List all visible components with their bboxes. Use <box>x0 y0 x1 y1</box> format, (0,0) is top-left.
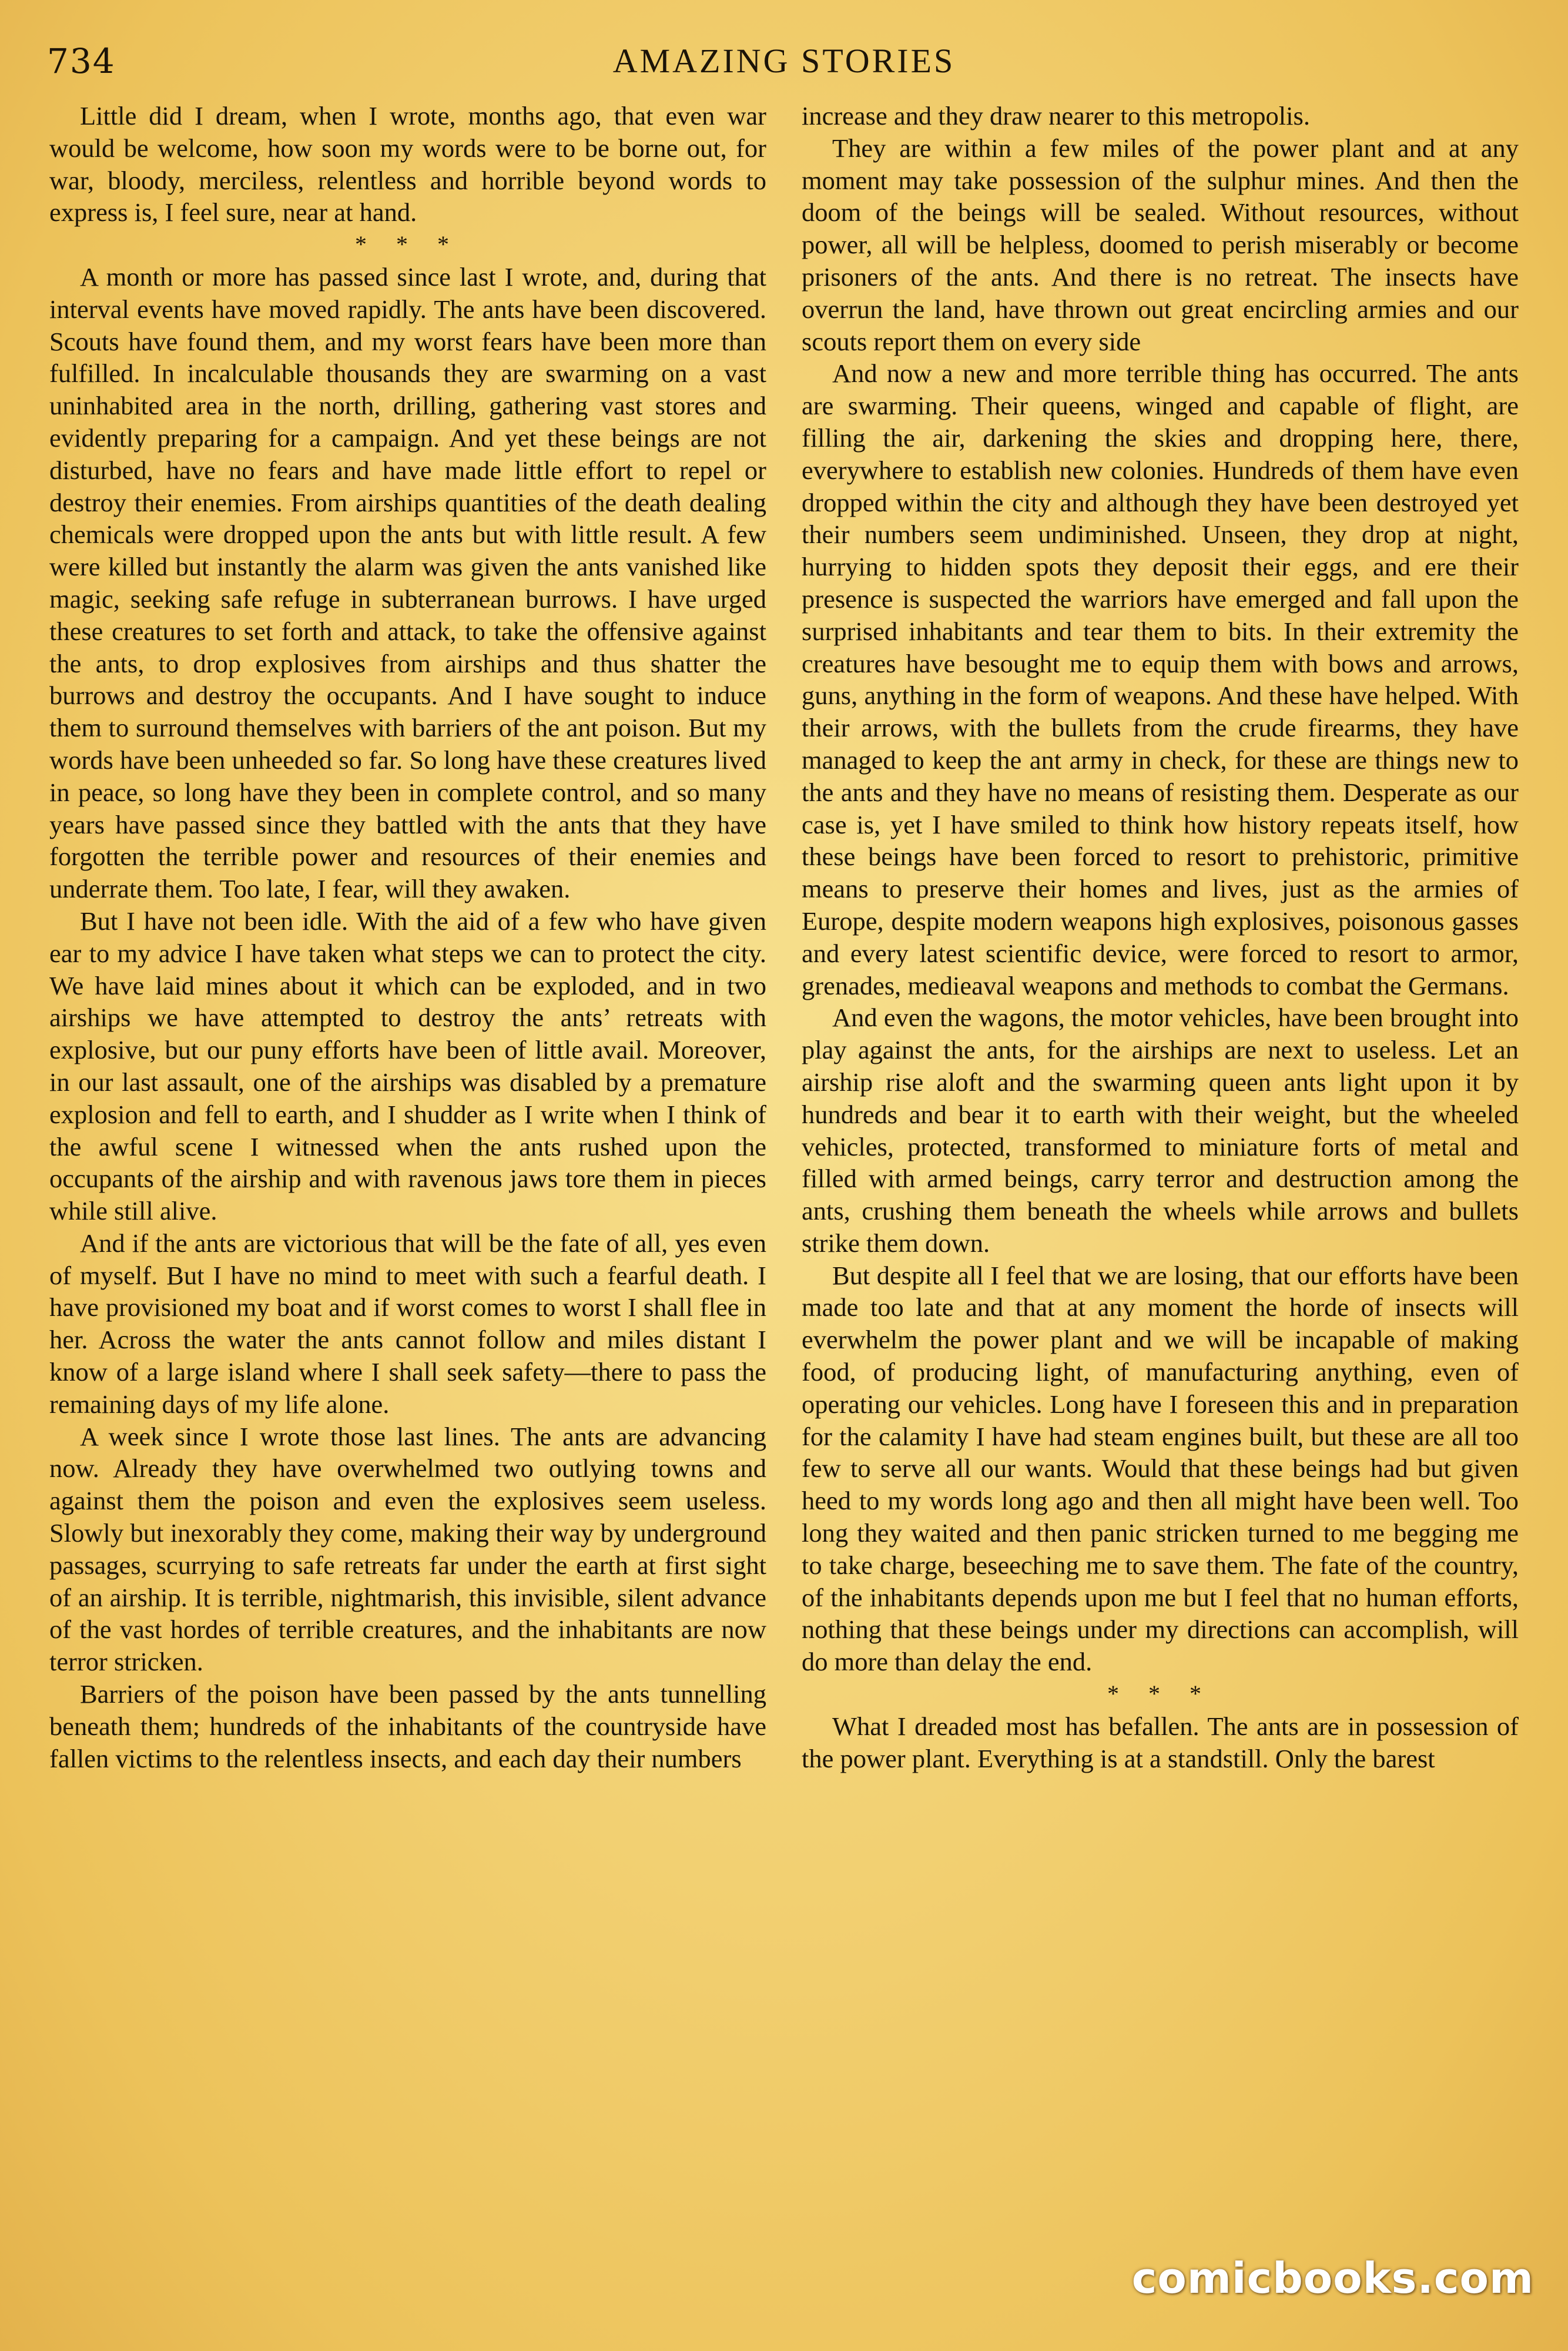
section-separator: * * * <box>1107 1680 1213 1707</box>
magazine-title: AMAZING STORIES <box>612 42 956 80</box>
paragraph: Little did I dream, when I wrote, months ago, that even war would be welcome, how soon my words were to be borne out, for war, bloody, merciless, relentless and horrible beyond words to express is, I feel sure, near at hand. <box>49 101 766 227</box>
paragraph: They are within a few miles of the power plant and at any moment may take possession of the sulphur mines. And then the doom of the beings will be sealed. Without resources, without power, all will be helpless, doomed to perish miserably or become prisoners of the ants. And there is no retreat. The insects have overrun the land, have thrown out great encircling armies and our scouts report them on every side <box>802 133 1519 356</box>
paragraph: And now a new and more terrible thing has occurred. The ants are swarming. Their queens, winged and capable of flight, are filling the air, darkening the skies and dropping here, there, everywhere to establish new colonies. Hundreds of them have even dropped within the city and although they have been destroyed yet their numbers seem undiminished. Unseen, they drop at night, hurrying to hidden spots they deposit their eggs, and ere their presence is suspected the warriors have emerged and fall upon the surprised inhabitants and tear them to bits. In their extremity the creatures have besought me to equip them with bows and arrows, guns, anything in the form of weapons. And these have helped. With their arrows, with the bullets from the crude firearms, they have managed to keep the ant army in check, for these are things new to the ants and they have no means of resisting them. Desperate as our case is, yet I have smiled to think how history repeats itself, how these beings have been forced to resort to prehistoric, primitive means to preserve their homes and lives, just as the armies of Europe, despite modern weapons high explosives, poisonous gasses and every latest scientific device, were forced to resort to armor, grenades, medieaval weapons and methods to combat the Germans. <box>802 359 1519 1000</box>
section-separator: * * * <box>355 231 461 258</box>
watermark-logo: comicbooks.com <box>1131 2253 1534 2303</box>
paragraph: A week since I wrote those last lines. The ants are advancing now. Already they have overwhelmed two outlying towns and against them the poison and even the explosives seem useless. Slowly but inexorably they come, making their way by underground passages, scurrying to safe retreats far under the earth at first sight of an airship. It is terrible, nightmarish, this invisible, silent advance of the vast hordes of terrible creatures, and the inhabitants are now terror stricken. <box>49 1421 766 1677</box>
right-column <box>802 100 1519 2310</box>
paragraph: A month or more has passed since last I wrote, and, during that interval events have moved rapidly. The ants have been discovered. Scouts have found them, and my worst fears have been more than fulfilled. In incalculable thousands they are swarming on a vast uninhabited area in the north, drilling, gathering vast stores and evidently preparing for a campaign. And yet these beings are not disturbed, have no fears and have made little effort to repel or destroy their enemies. From airships quantities of the death dealing chemicals were dropped upon the ants but with little result. A few were killed but instantly the alarm was given the ants vanished like magic, seeking safe refuge in subterranean burrows. I have urged these creatures to set forth and attack, to take the offensive against the ants, to drop explosives from airships and thus shatter the burrows and destroy the occupants. And I have sought to induce them to surround themselves with barriers of the ant poison. But my words have been unheeded so far. So long have these creatures lived in peace, so long have they been in complete control, and so many years have passed since they battled with the ants that they have forgotten the terrible power and resources of their enemies and underrate them. Too late, I fear, will they awaken. <box>49 262 766 904</box>
page-number: 734 <box>47 41 116 81</box>
paragraph: increase and they draw nearer to this metropolis. <box>802 101 1310 130</box>
left-column <box>49 100 766 2310</box>
paragraph: Barriers of the poison have been passed by the ants tunnelling beneath them; hundreds of the inhabitants of the countryside have fallen victims to the relentless insects, and each day their numbers <box>49 1679 766 1773</box>
paragraph: But I have not been idle. With the aid of a few who have given ear to my advice I have taken what steps we can to protect the city. We have laid mines about it which can be exploded, and in two airships we have attempted to destroy the ants’ retreats with explosive, but our puny efforts have been of little avail. Moreover, in our last assault, one of the airships was disabled by a premature explosion and fell to earth, and I shudder as I write when I think of the awful scene I witnessed when the ants rushed upon the occupants of the airship and with ravenous jaws tore them in pieces while still alive. <box>49 906 766 1226</box>
paragraph: And if the ants are victorious that will be the fate of all, yes even of myself. But I have no mind to meet with such a fearful death. I have provisioned my boat and if worst comes to worst I shall flee in her. Across the water the ants cannot follow and miles distant I know of a large island where I shall seek safety—there to pass the remaining days of my life alone. <box>49 1228 766 1419</box>
paragraph: And even the wagons, the motor vehicles, have been brought into play against the ants, for the airships are next to useless. Let an airship rise aloft and the swarming queen ants light upon it by hundreds and bear it to earth with their weight, but the wheeled vehicles, protected, transformed to miniature forts of metal and filled with armed beings, carry terror and destruction among the ants, crushing them beneath the wheels while arrows and bullets strike them down. <box>802 1003 1519 1258</box>
paragraph: What I dreaded most has befallen. The ants are in possession of the power plant. Everything is at a standstill. Only the barest <box>802 1711 1519 1773</box>
page-header <box>47 41 1521 94</box>
paragraph: But despite all I feel that we are losing, that our efforts have been made too late and that at any moment the horde of insects will everwhelm the power plant and we will be incapable of making food, of producing light, of manufacturing anything, even of operating our vehicles. Long have I foreseen this and in preparation for the calamity I have had steam engines built, but these are all too few to serve all our wants. Would that these beings had but given heed to my words long ago and then all might have been well. Too long they waited and then panic stricken turned to me begging me to take charge, beseeching me to save them. The fate of the country, of the inhabitants depends upon me but I feel that no human efforts, nothing that these beings under my directions can accomplish, will do more than delay the end. <box>802 1260 1519 1677</box>
article-body <box>49 100 1519 2310</box>
